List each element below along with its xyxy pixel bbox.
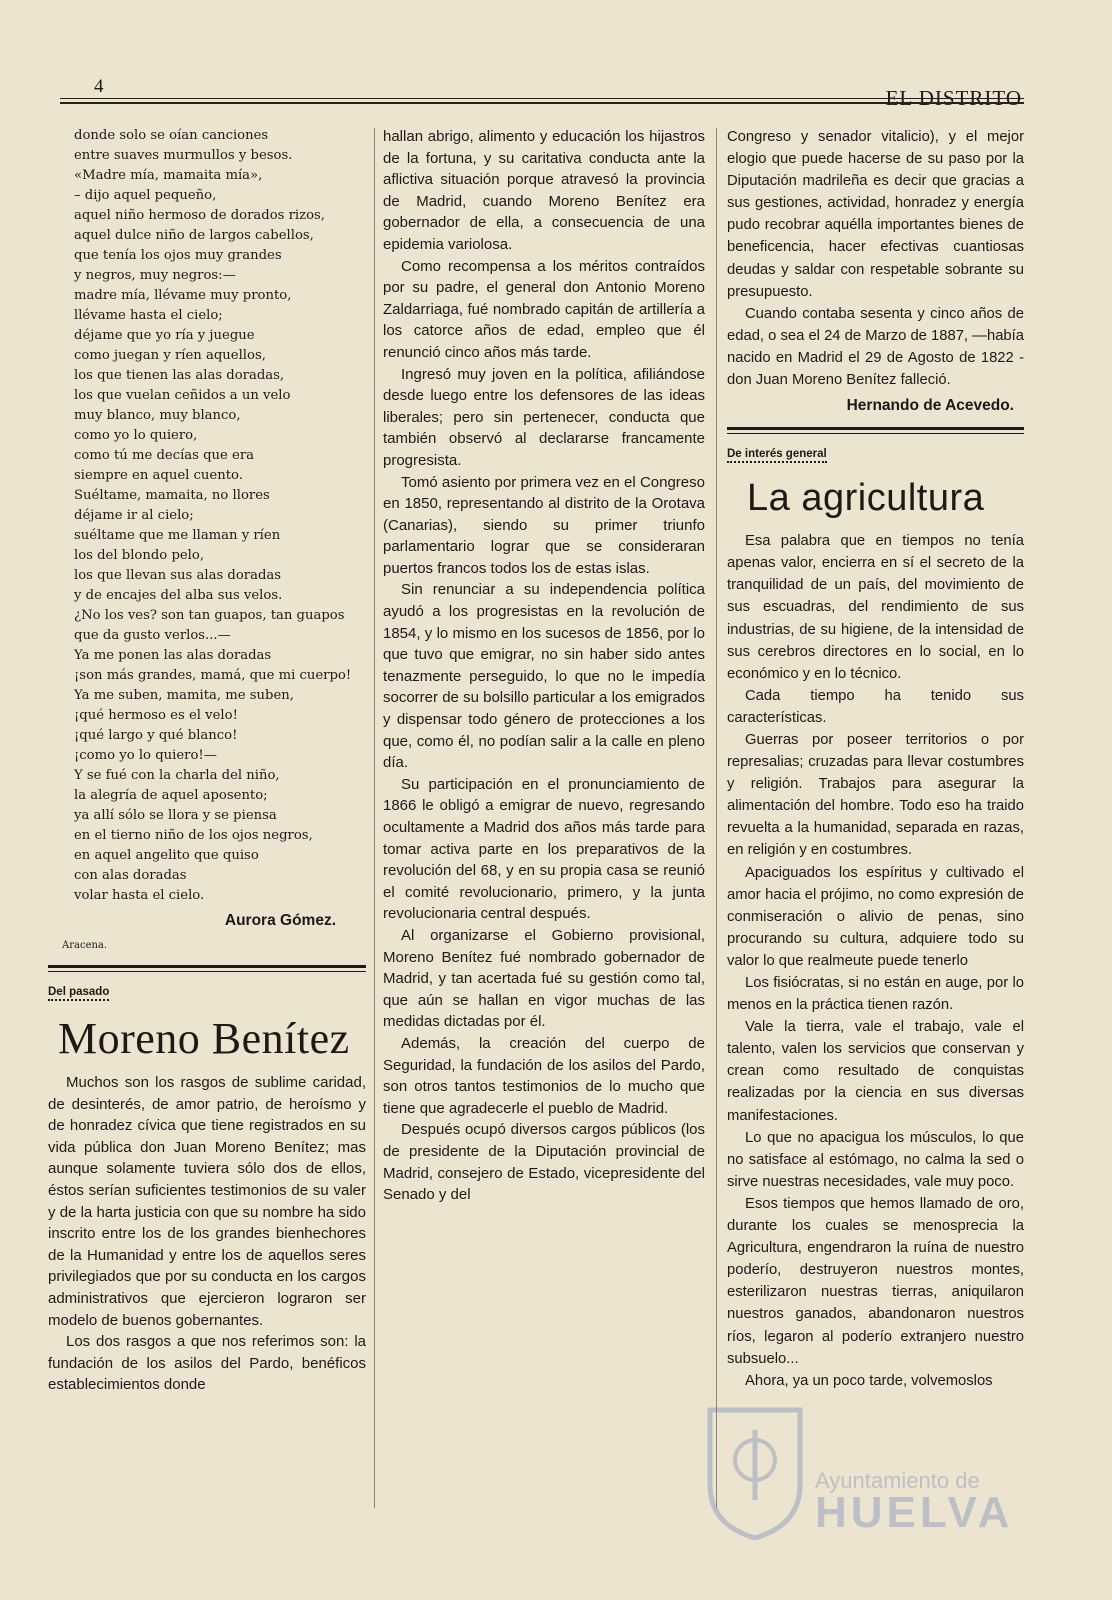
poem-line: suéltame que me llaman y ríen xyxy=(74,528,281,543)
paragraph: Ingresó muy joven en la política, afiliándose desde luego entre los defensores de las ideas liberales; pero sin pertenecer, conducta que también observó al declararse francamente progresista. xyxy=(383,365,705,469)
paragraph: Tomó asiento por primera vez en el Congreso en 1850, representando al distrito de la Orotava (Canarias), siendo su primer triunfo parlamentario lograr que se consideraran puertos francos todos los de estas islas. xyxy=(383,473,705,577)
poem-line: déjame que yo ría y juegue xyxy=(74,328,255,343)
poem-line: los que vuelan ceñidos a un velo xyxy=(74,388,291,403)
paragraph: Cuando contaba sesenta y cinco años de edad, o sea el 24 de Marzo de 1887, —había nacido en Madrid el 29 de Agosto de 1822 - don Juan Moreno Benítez falleció. xyxy=(727,305,1024,389)
poem-line: la alegría de aquel aposento; xyxy=(74,788,268,803)
watermark-line1: Ayuntamiento de xyxy=(815,1468,980,1493)
column-1 xyxy=(48,126,366,1526)
poem-line: madre mía, llévame muy pronto, xyxy=(74,288,292,303)
paragraph: Muchos son los rasgos de sublime caridad, de desinterés, de amor patrio, de heroísmo y de honradez cívica que tiene registrados en su vida pública don Juan Moreno Benítez; mas aunque solamente tuviera sólo dos de ellos, éstos serían suficientes testimonios de su valer y de la harta justicia con que su nombre ha sido inscrito entre los de los grandes bienhechores de la Humanidad y entre los de aquellos seres privilegiados que por su conducta en los cargos administrativos que ejercieron lograron ser modelo de buenos gobernantes. xyxy=(48,1074,366,1329)
poem-line: déjame ir al cielo; xyxy=(74,508,194,523)
column-divider xyxy=(374,128,375,1508)
poem-line: que tenía los ojos muy grandes xyxy=(74,248,282,263)
poem-line: ¡qué largo y qué blanco! xyxy=(74,728,238,743)
poem-line: con alas doradas xyxy=(74,868,187,883)
section-label-del-pasado: Del pasado xyxy=(48,986,109,1001)
poem-line: los que llevan sus alas doradas xyxy=(74,568,282,583)
paragraph: Los dos rasgos a que nos referimos son: la fundación de los asilos del Pardo, benéficos establecimientos donde xyxy=(48,1333,366,1394)
paragraph: Como recompensa a los méritos contraídos por su padre, el general don Antonio Moreno Zaldarriaga, fué nombrado capitán de artillería a los catorce años de edad, empleo que él renunció cinco años más tarde. xyxy=(383,257,705,361)
paragraph: Además, la creación del cuerpo de Seguridad, la fundación de los asilos del Pardo, son otros tantos testimonios de lo mucho que tiene que agradecerle el pueblo de Madrid. xyxy=(383,1034,705,1117)
paragraph: Lo que no apacigua los músculos, lo que no satisface al estómago, no calma la sed o sirve nuestras necesidades, vale muy poco. xyxy=(727,1129,1024,1190)
poem-place: Aracena. xyxy=(62,940,108,951)
paragraph: Al organizarse el Gobierno provisional, Moreno Benítez fué nombrado gobernador de Madrid, y tan acertada fué su gestión como tal, que aún se hallan en vigor muchas de las medidas dictadas por él. xyxy=(383,926,705,1031)
watermark xyxy=(700,1390,1020,1540)
coat-of-arms-icon xyxy=(700,1390,810,1540)
column-2 xyxy=(383,126,705,1526)
poem-line: donde solo se oían canciones xyxy=(74,128,269,143)
section-rule xyxy=(727,427,1024,434)
poem xyxy=(48,126,366,906)
poem-line: ¿No los ves? son tan guapos, tan guapos xyxy=(74,608,345,623)
article-title-moreno-benitez: Moreno Benítez xyxy=(58,1014,350,1063)
paragraph: Ahora, ya un poco tarde, volvemoslos xyxy=(745,1372,993,1389)
poem-line: «Madre mía, mamaita mía», xyxy=(74,168,263,183)
poem-line: aquel dulce niño de largos cabellos, xyxy=(74,228,314,243)
article-body xyxy=(48,1072,366,1396)
paragraph: Esos tiempos que hemos llamado de oro, durante los cuales se menosprecia la Agricultura, engendraron la ruína de nuestro poderío, destruyeron nuestros montes, esterilizaron nuestras tierras, aniquilaron nuestros ganados, abandonaron nuestros ríos, legaron al poderío extranjero nuestro subsuelo... xyxy=(727,1195,1024,1367)
column-3 xyxy=(727,126,1024,1526)
poem-line: volar hasta el cielo. xyxy=(74,888,205,903)
poem-line: los que tienen las alas doradas, xyxy=(74,368,285,383)
paragraph: Los fisiócratas, si no están en auge, por lo menos en la práctica tienen razón. xyxy=(727,975,1024,1014)
poem-line: y negros, muy negros:— xyxy=(74,268,236,283)
paragraph: Sin renunciar a su independencia política ayudó a los progresistas en la revolución de 1854, y lo mismo en los sucesos de 1856, por lo que tuvo que emigrar, no sin haber sido antes tenazmente perseguido, lo que no le impedía socorrer de su bolsillo particular a los emigrados y dispensar todo género de protecciones a los que, como él, no podían salir a la calle en pleno día. xyxy=(383,581,705,772)
section-label-de-interes-general: De interés general xyxy=(727,448,827,463)
poem-author: Aurora Gómez. xyxy=(224,912,336,929)
poem-line: – dijo aquel pequeño, xyxy=(74,188,217,203)
poem-line: que da gusto verlos...— xyxy=(74,628,231,643)
paragraph: Esa palabra que en tiempos no tenía apenas valor, encierra en sí el secreto de la tranquilidad de un país, del movimiento de sus escuadras, del rendimiento de sus industrias, de su higiene, de la intensidad de sus cerebros directores en lo social, en lo económico y en lo técnico. xyxy=(727,533,1024,682)
paragraph: Apaciguados los espíritus y cultivado el amor hacia el prójimo, no como expresión de conmiseración o alivio de penas, sino procurando su cultura, adquiere todo su valor lo que realmeute puede tenerlo xyxy=(727,864,1024,969)
article-body-end xyxy=(727,126,1024,391)
paragraph: Después ocupó diversos cargos públicos (los de presidente de la Diputación provincial de Madrid, consejero de Estado, vicepresidente del Senado y del xyxy=(383,1121,705,1204)
article-title-la-agricultura: La agricultura xyxy=(747,477,985,520)
poem-line: como yo lo quiero, xyxy=(74,428,198,443)
poem-line: ¡son más grandes, mamá, que mi cuerpo! xyxy=(74,668,352,683)
column-divider xyxy=(716,128,717,1508)
paragraph: Su participación en el pronunciamiento de 1866 le obligó a emigrar de nuevo, regresando ocultamente a Madrid dos años más tarde para tomar activa parte en los preparativos de la revolución del 68, y en su propia casa se reunió el comité revolucionario, primero, y la junta revolucionaria central después. xyxy=(383,775,705,923)
paragraph: Guerras por poseer territorios o por represalias; cruzadas para llevar costumbres y religión. Trabajos para asegurar la alimentación del hombre. Todo eso ha traido revuelta a la humanidad, separada en razas, en religión y en costumbres. xyxy=(727,731,1024,859)
poem-line: en el tierno niño de los ojos negros, xyxy=(74,828,313,843)
poem-line: como tú me decías que era xyxy=(74,448,255,463)
poem-line: en aquel angelito que quiso xyxy=(74,848,259,863)
article-body-agricultura xyxy=(727,530,1024,1392)
poem-line: Suéltame, mamaita, no llores xyxy=(74,488,270,503)
journal-name: EL DISTRITO xyxy=(885,86,1022,110)
poem-line: Ya me ponen las alas doradas xyxy=(74,648,272,663)
poem-line: siempre en aquel cuento. xyxy=(74,468,243,483)
poem-line: y de encajes del alba sus velos. xyxy=(74,588,283,603)
poem-line: entre suaves murmullos y besos. xyxy=(74,148,293,163)
poem-line: ¡qué hermoso es el velo! xyxy=(74,708,238,723)
poem-line: aquel niño hermoso de dorados rizos, xyxy=(74,208,325,223)
page-header xyxy=(60,76,1024,110)
paragraph: hallan abrigo, alimento y educación los hijastros de la fortuna, y su caritativa conducta ante la aflictiva situación porque atravesó la provincia de Madrid, cuando Moreno Benítez era gobernador de ella, a consecuencia de una epidemia variolosa. xyxy=(383,128,705,253)
poem-line: Ya me suben, mamita, me suben, xyxy=(74,688,294,703)
poem-line: Y se fué con la charla del niño, xyxy=(74,768,280,783)
poem-line: muy blanco, muy blanco, xyxy=(74,408,241,423)
article-author: Hernando de Acevedo. xyxy=(846,397,1014,415)
poem-line: los del blondo pelo, xyxy=(74,548,205,563)
poem-line: llévame hasta el cielo; xyxy=(74,308,223,323)
article-body-continued xyxy=(383,126,705,1206)
poem-line: ya allí sólo se llora y se piensa xyxy=(74,808,277,823)
watermark-line2: HUELVA xyxy=(815,1488,1014,1537)
page-number: 4 xyxy=(94,76,104,97)
poem-line: como juegan y ríen aquellos, xyxy=(74,348,266,363)
poem-line: ¡como yo lo quiero!— xyxy=(74,748,217,763)
paragraph: Congreso y senador vitalicio), y el mejor elogio que puede hacerse de su paso por la Diputación madrileña es decir que gracias a sus gestiones, actividad, honradez y energía pudo recobrar aquélla importantes bienes de beneficencia, hacer efectivas cuantiosas deudas y saldar con respetable sobrante su presupuesto. xyxy=(727,129,1024,300)
paragraph: Cada tiempo ha tenido sus características. xyxy=(727,687,1024,726)
header-rule xyxy=(60,98,1024,104)
paragraph: Vale la tierra, vale el trabajo, vale el talento, valen los servicios que conservan y crean como resultado de conquistas realizadas por la ciencia en sus diversas manifestaciones. xyxy=(727,1019,1024,1124)
section-rule xyxy=(48,965,366,972)
